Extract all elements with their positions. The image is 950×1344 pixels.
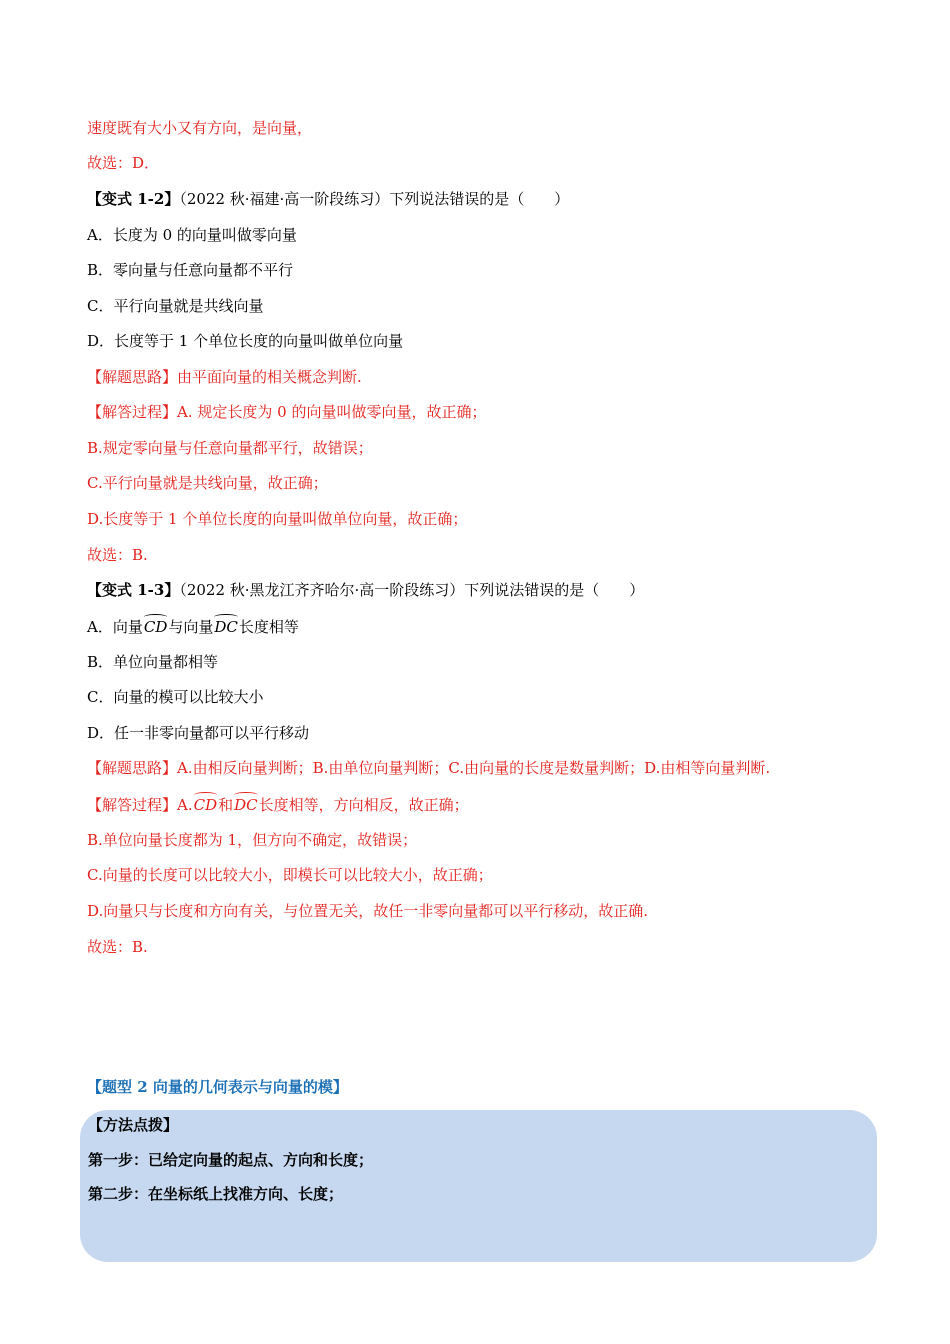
solution-text: 速度既有大小又有方向，是向量， xyxy=(87,119,313,137)
answer-choice: 故选：D． xyxy=(87,154,160,172)
vector-dc: DC xyxy=(234,792,258,815)
option-d: D．任一非零向量都可以平行移动 xyxy=(87,724,310,742)
solution-process-b: B.规定零向量与任意向量都平行，故错误； xyxy=(87,439,373,457)
option-d: D．长度等于 1 个单位长度的向量叫做单位向量 xyxy=(87,332,404,350)
method-title: 【方法点拨】 xyxy=(88,1116,179,1134)
solution-process-d: D.向量只与长度和方向有关，与位置无关，故任一非零向量都可以平行移动，故正确. xyxy=(87,902,649,920)
option-text: 与向量 xyxy=(168,618,214,636)
solution-text: 长度相等，方向相反，故正确； xyxy=(258,796,469,814)
method-step-2: 第二步：在坐标纸上找准方向、长度； xyxy=(88,1185,344,1203)
option-b: B．零向量与任意向量都不平行 xyxy=(87,261,294,279)
solution-process-d: D.长度等于 1 个单位长度的向量叫做单位向量，故正确； xyxy=(87,510,468,528)
variant-1-3-question xyxy=(87,580,644,600)
option-text: A．向量 xyxy=(87,618,143,636)
method-tips-box xyxy=(80,1110,877,1262)
solution-process-b: B.单位向量长度都为 1，但方向不确定，故错误； xyxy=(87,831,418,849)
solution-idea: 【解题思路】A.由相反向量判断；B.由单位向量判断；C.由向量的长度是数量判断；D.由相等向量判断. xyxy=(87,759,771,777)
option-c: C．平行向量就是共线向量 xyxy=(87,297,264,315)
solution-process-c: C.平行向量就是共线向量，故正确； xyxy=(87,474,328,492)
answer-choice: 故选：B. xyxy=(87,546,148,564)
option-a: A．长度为 0 的向量叫做零向量 xyxy=(87,226,297,244)
method-step-1: 第一步：已给定向量的起点、方向和长度； xyxy=(88,1151,374,1169)
variant-tag: 【变式 1-3】 xyxy=(87,581,180,599)
solution-process-a: 【解答过程】A. 规定长度为 0 的向量叫做零向量，故正确； xyxy=(87,403,487,421)
variant-tag: 【变式 1-2】 xyxy=(87,190,180,208)
solution-process-c: C.向量的长度可以比较大小，即模长可以比较大小，故正确； xyxy=(87,866,493,884)
option-a xyxy=(87,614,299,637)
question-text: （2022 秋·黑龙江齐齐哈尔·高一阶段练习）下列说法错误的是（ ） xyxy=(179,581,645,599)
vector-cd: CD xyxy=(144,614,168,637)
solution-text: 【解答过程】A. xyxy=(87,796,193,814)
solution-idea: 【解题思路】由平面向量的相关概念判断. xyxy=(87,368,362,386)
solution-text: 和 xyxy=(218,796,234,814)
variant-1-2-question xyxy=(87,189,569,209)
solution-process-a xyxy=(87,792,469,815)
option-b: B．单位向量都相等 xyxy=(87,653,219,671)
vector-cd: CD xyxy=(194,792,218,815)
section-title: 【题型 2 向量的几何表示与向量的模】 xyxy=(87,1078,348,1096)
answer-choice: 故选：B. xyxy=(87,938,148,956)
question-text: （2022 秋·福建·高一阶段练习）下列说法错误的是（ ） xyxy=(179,190,570,208)
option-c: C．向量的模可以比较大小 xyxy=(87,688,264,706)
option-text: 长度相等 xyxy=(238,618,299,636)
vector-dc: DC xyxy=(214,614,238,637)
